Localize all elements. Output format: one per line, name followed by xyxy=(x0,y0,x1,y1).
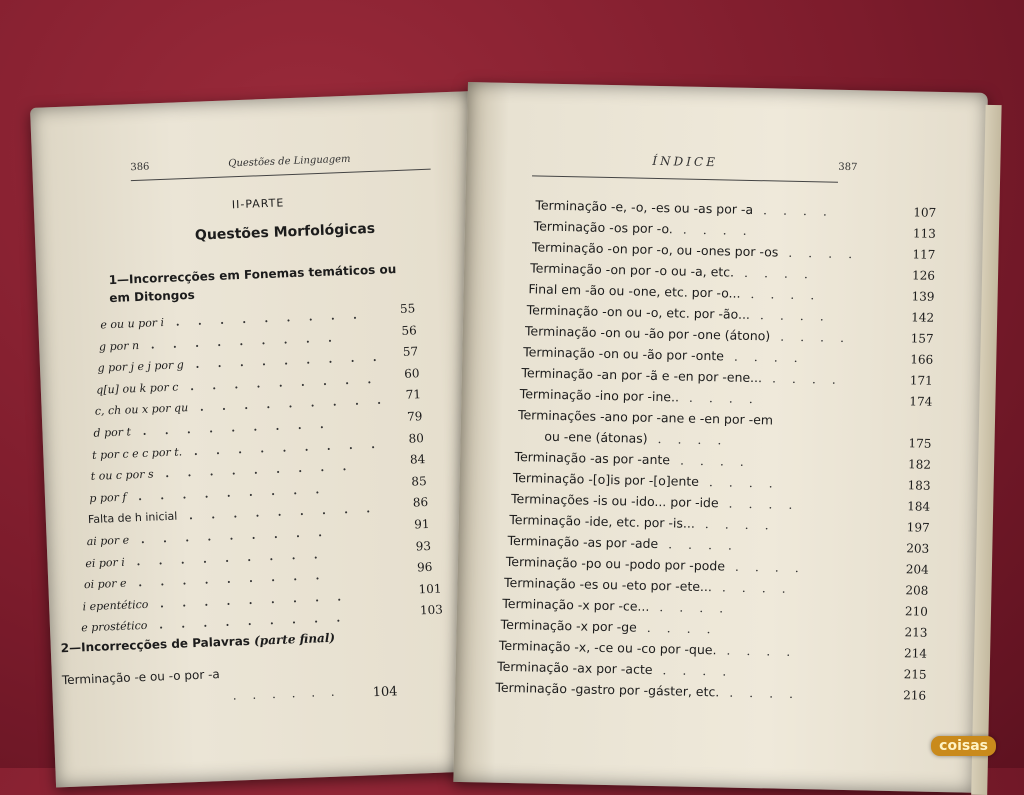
right-toc-entry: Terminação -ax por -acte . . . . 215 xyxy=(497,658,927,682)
right-toc-entry: Terminação -on ou -o, etc. por -ão... . . . . 142 xyxy=(526,302,935,325)
left-toc-entry-page: 56 xyxy=(401,322,417,338)
right-toc-entry-label: Terminação -on por -o ou -a, etc. xyxy=(530,260,735,280)
subsection-2-suffix: (parte final) xyxy=(253,630,336,648)
right-toc-entry-label: Terminação -os por -o. xyxy=(533,218,674,237)
right-header-rule xyxy=(532,175,838,182)
right-toc-entry-label: Terminação -x por -ge xyxy=(500,616,637,635)
right-toc-entry-label: Terminação -[o]is por -[o]ente xyxy=(512,470,700,489)
left-toc-entry: i epentético . . . . . . . . . 101 xyxy=(82,581,442,614)
left-toc-entry: q[u] ou k por c . . . . . . . . . 60 xyxy=(96,366,420,397)
right-toc-entry-label: Terminações -ano por -ane e -en por -em xyxy=(517,407,774,428)
left-toc-entry: ei por i . . . . . . . . . 93 xyxy=(85,538,432,570)
right-toc-entry-page: 166 xyxy=(910,352,934,367)
left-toc-entry: t ou c por s . . . . . . . . . 84 xyxy=(90,452,426,484)
left-toc-entry: Falta de h inicial . . . . . . . . . 86 xyxy=(87,495,429,527)
left-toc-entry: c, ch ou x por qu . . . . . . . . . 71 xyxy=(94,387,422,419)
right-toc-entry-page: 184 xyxy=(907,499,931,514)
left-toc-entry-page: 86 xyxy=(412,495,429,510)
left-last-entry-page: 104 xyxy=(372,684,398,701)
left-toc-entry-page: 55 xyxy=(399,301,416,316)
right-toc-entry-label: ou -ene (átonas) xyxy=(544,428,648,446)
left-last-entry-label: Terminação -e ou -o por -a xyxy=(61,667,221,688)
left-toc-entry-label: e prostético xyxy=(80,619,148,635)
right-toc-entry-page: 107 xyxy=(913,205,937,220)
left-toc-entry-page: 71 xyxy=(405,387,422,403)
right-toc-entry: Terminação -x, -ce ou -co por -que. . . . . 214 xyxy=(498,637,928,661)
right-toc-entry-label: Final em -ão ou -one, etc. por -o... xyxy=(528,281,741,301)
right-toc-entry-label: Terminação -es ou -eto por -ete... xyxy=(503,574,713,595)
right-toc-entry: Terminação -as por -ade . . . . 203 xyxy=(507,532,930,556)
left-toc-entry: g por j e j por g . . . . . . . . . 57 xyxy=(97,344,419,375)
left-toc-entry-page: 91 xyxy=(414,516,430,532)
left-toc-entry-page: 57 xyxy=(402,344,419,360)
right-toc-entry-page: 215 xyxy=(903,667,927,682)
right-page-number: 387 xyxy=(838,161,858,174)
right-toc-entry: Terminação -on ou -ão por -onte . . . . 166 xyxy=(523,344,934,367)
right-toc-entry-page: 171 xyxy=(909,373,933,388)
right-toc-entry: Terminação -on por -o, ou -ones por -os . . . . 117 xyxy=(531,239,936,262)
right-toc-entry: Terminação -as por -ante . . . . 182 xyxy=(514,449,932,472)
subsection-1-title: 1—Incorrecções em Fonemas temáticos ou em Ditongos xyxy=(108,262,397,306)
right-toc-entry-label: Terminação -an por -ã e -en por -ene... xyxy=(521,365,763,386)
right-toc-entry-page: 157 xyxy=(910,331,934,346)
right-toc-entry-label: Terminação -ide, etc. por -is... xyxy=(509,511,696,531)
right-toc-entry-page: 208 xyxy=(905,583,929,598)
left-toc-entry-label: d por t xyxy=(93,425,132,440)
right-toc-entry-page: 204 xyxy=(905,562,929,577)
right-toc-entry-page: 213 xyxy=(904,625,928,640)
right-toc-entry: Terminações -is ou -ido... por -ide . . . . 184 xyxy=(510,490,931,514)
right-toc-entry-label: Terminação -on por -o, ou -ones por -os xyxy=(531,239,779,260)
right-toc-entry: Terminação -[o]is por -[o]ente . . . . 183 xyxy=(512,470,931,493)
left-toc-entry-label: ei por i xyxy=(85,555,126,570)
right-toc-entry-page: 113 xyxy=(912,226,936,241)
right-toc-entry-page: 174 xyxy=(909,394,933,409)
left-toc-entry-page: 93 xyxy=(415,538,432,554)
right-toc-entry-page: 214 xyxy=(903,646,928,661)
left-toc-entry: oi por e . . . . . . . . . 96 xyxy=(83,560,433,592)
left-last-entry-leader: . . . . . . xyxy=(232,684,341,703)
part-label: II-PARTE xyxy=(231,196,285,212)
site-watermark: coisas xyxy=(931,736,996,756)
left-toc-entry-label: t ou c por s xyxy=(90,467,154,484)
right-toc-entry: Final em -ão ou -one, etc. por -o... . . . . 139 xyxy=(528,281,935,304)
left-toc-entry-label: ai por e xyxy=(86,533,130,549)
page-edge xyxy=(971,105,1001,795)
left-toc-entry: e ou u por i . . . . . . . . . 55 xyxy=(100,301,416,332)
left-toc-entry-label: Falta de h inicial xyxy=(87,510,178,527)
right-toc-entry: ou -ene (átonas) . . . . 175 xyxy=(544,428,932,451)
left-toc-entry-page: 80 xyxy=(408,430,425,446)
right-toc-entry-page: 139 xyxy=(911,289,935,304)
right-toc-entry: Terminação -es ou -eto por -ete... . . . . 208 xyxy=(503,574,929,598)
right-toc-entry-label: Terminação -on ou -ão por -one (átono) xyxy=(524,323,771,344)
left-toc-entry-page: 84 xyxy=(409,452,426,467)
right-toc-entry: Terminação -po ou -podo por -pode . . . . 204 xyxy=(505,553,929,577)
right-toc-entry-label: Terminação -ino por -ine.. xyxy=(519,386,680,405)
left-toc-entry-label: g por n xyxy=(98,338,140,354)
subsection-2-label: 2—Incorrecções de Palavras xyxy=(60,633,251,656)
right-toc-entry-page: 182 xyxy=(907,457,932,472)
left-toc-entry-label: i epentético xyxy=(82,597,149,614)
right-toc-entry-label: Terminação -e, -o, -es ou -as por -a xyxy=(535,197,754,217)
right-toc-entry-page: 175 xyxy=(908,436,932,451)
right-toc-entry-label: Terminação -ax por -acte xyxy=(497,658,653,677)
right-toc-entry-label: Terminação -gastro por -gáster, etc. xyxy=(495,679,720,700)
left-last-entry xyxy=(62,667,220,687)
right-toc-entry-label: Terminação -po ou -podo por -pode xyxy=(505,553,726,574)
right-toc-entry: Terminação -on por -o ou -a, etc. . . . . 126 xyxy=(530,260,936,283)
left-toc-entry-page: 79 xyxy=(406,409,423,424)
left-toc-entry-label: p por f xyxy=(89,490,127,505)
left-toc-entry: t por c e c por t. . . . . . . . . . 80 xyxy=(91,430,425,462)
right-toc-entry-label: Terminações -is ou -ido... por -ide xyxy=(510,490,719,511)
left-page xyxy=(30,90,526,788)
right-toc-entry: Terminação -x por -ce... . . . . 210 xyxy=(502,595,929,619)
left-header-rule xyxy=(131,169,431,182)
left-toc-entry-label: t por c e c por t. xyxy=(91,445,183,462)
right-toc-entry-label: Terminação -on ou -ão por -onte xyxy=(523,344,725,364)
right-toc-entry-page: 216 xyxy=(903,688,927,703)
right-toc-entry-label: Terminação -x, -ce ou -co por -que. xyxy=(498,637,717,658)
left-toc-entry: d por t . . . . . . . . . 79 xyxy=(93,409,423,440)
right-toc-entry: Terminação -x por -ge . . . . 213 xyxy=(500,616,928,640)
right-toc-entry-label: Terminação -on ou -o, etc. por -ão... xyxy=(526,302,751,322)
right-toc-entry xyxy=(518,407,773,427)
left-toc-entry-label: q[u] ou k por c xyxy=(96,380,179,397)
left-running-head: Questões de Linguagem xyxy=(228,153,351,170)
right-toc-entry-page: 117 xyxy=(912,247,936,262)
right-toc-entry-page: 142 xyxy=(911,310,935,325)
right-toc-entry: Terminação -os por -o. . . . . 113 xyxy=(533,218,936,241)
left-toc-entry-label: g por j e j por g xyxy=(97,358,185,375)
right-toc-entry: Terminação -ide, etc. por -is... . . . . 197 xyxy=(509,511,930,535)
left-toc-entry-page: 96 xyxy=(416,560,433,575)
right-toc-entry: Terminação -e, -o, -es ou -as por -a . . . . 107 xyxy=(535,197,937,220)
left-toc-entry: g por n . . . . . . . . . 56 xyxy=(98,322,417,354)
left-toc-entry-page: 103 xyxy=(419,602,444,618)
right-toc-entry: Terminação -on ou -ão por -one (átono) . . . . 157 xyxy=(524,323,934,346)
right-running-head: ÍNDICE xyxy=(652,153,719,170)
left-toc-entry-label: oi por e xyxy=(83,576,127,592)
right-toc-entry: Terminação -ino por -ine.. . . . . 174 xyxy=(519,386,933,409)
left-toc-entry: p por f . . . . . . . . . 85 xyxy=(89,473,427,505)
right-toc-entry: Terminação -an por -ã e -en por -ene... . . . . 171 xyxy=(521,365,933,388)
left-toc-entry-label: e ou u por i xyxy=(100,316,165,332)
right-toc-entry-label: Terminação -x por -ce... xyxy=(502,595,650,614)
left-toc-entry: ai por e . . . . . . . . . 91 xyxy=(86,516,430,549)
left-toc-entry-page: 85 xyxy=(411,473,427,489)
section-title: Questões Morfológicas xyxy=(194,220,376,244)
left-toc-entry: e prostético . . . . . . . . . 103 xyxy=(80,602,444,635)
left-page-number: 386 xyxy=(130,161,150,174)
left-toc-entry-page: 101 xyxy=(418,581,442,597)
right-toc-entry-page: 126 xyxy=(911,268,936,283)
right-toc-entry-page: 197 xyxy=(906,520,930,535)
right-page xyxy=(453,82,988,793)
right-toc-entry-label: Terminação -as por -ade xyxy=(507,532,659,552)
right-toc-entry-page: 203 xyxy=(906,541,930,556)
right-toc-entry: Terminação -gastro por -gáster, etc. . . . . 216 xyxy=(495,679,927,703)
left-toc-entry-label: c, ch ou x por qu xyxy=(94,401,189,419)
left-toc-entry-page: 60 xyxy=(403,366,420,381)
right-toc-entry-label: Terminação -as por -ante xyxy=(514,449,671,468)
right-toc-entry-page: 210 xyxy=(904,604,929,619)
right-toc-entry-page: 183 xyxy=(907,478,931,493)
